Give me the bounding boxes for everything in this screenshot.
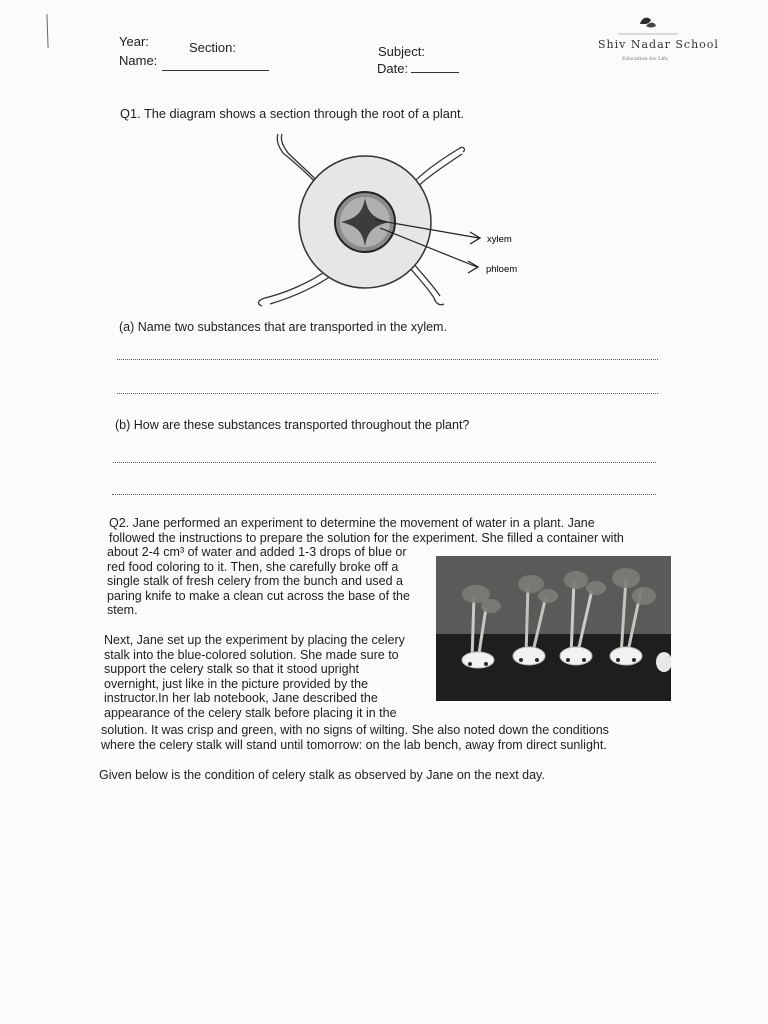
text-line: solution. It was crisp and green, with no signs of wilting. She also noted down the conditions [101, 723, 609, 737]
root-section-diagram [250, 128, 550, 310]
section-label: Section: [189, 40, 236, 55]
school-emblem-icon [596, 12, 700, 36]
answer-line[interactable] [117, 359, 658, 360]
root-hair [258, 268, 330, 306]
text-line: instructor.In her lab notebook, Jane described the [104, 691, 378, 705]
text-line: about 2-4 cm³ of water and added 1-3 drops of blue or [107, 545, 407, 559]
root-hair [410, 268, 444, 305]
text-line: support the celery stalk so that it stood upright [104, 662, 359, 676]
q2-paragraph-2 [104, 633, 405, 720]
school-name: Shiv Nadar School [598, 38, 719, 51]
q2-paragraph-3 [101, 723, 609, 752]
q1a-question: (a) Name two substances that are transported in the xylem. [119, 320, 447, 334]
q2-paragraph-1 [107, 545, 410, 618]
school-tagline: Education for Life [622, 56, 668, 62]
answer-line[interactable] [112, 494, 656, 495]
date-label: Date: [377, 61, 409, 76]
phloem-label: phloem [486, 264, 518, 275]
answer-line[interactable] [113, 462, 656, 463]
school-logo [596, 12, 719, 68]
name-field[interactable] [162, 70, 269, 71]
year-label: Year: [119, 34, 149, 49]
text-line: overnight, just like in the picture provided by the [104, 676, 369, 691]
root-hair [414, 154, 462, 190]
date-field[interactable] [411, 72, 459, 73]
text-line: Next, Jane set up the experiment by placing the celery [104, 633, 405, 647]
xylem-label: xylem [487, 234, 512, 245]
text-line: Q2. Jane performed an experiment to determine the movement of water in a plant. Jane [109, 516, 595, 530]
text-line: stalk into the blue-colored solution. She made sure to [104, 647, 399, 662]
celery-photo [436, 556, 671, 701]
root-hair [414, 264, 440, 296]
root-hair [270, 274, 334, 304]
text-line: followed the instructions to prepare the solution for the experiment. She filled a container with [109, 530, 624, 545]
q2-closing: Given below is the condition of celery stalk as observed by Jane on the next day. [99, 768, 545, 782]
q1-prompt: Q1. The diagram shows a section through the root of a plant. [120, 106, 465, 121]
q1b-question: (b) How are these substances transported throughout the plant? [115, 418, 470, 432]
text-line: stem. [107, 603, 138, 617]
text-line: paring knife to make a clean cut across the base of the [107, 588, 410, 603]
text-line: where the celery stalk will stand until tomorrow: on the lab bench, away from direct sunlight. [101, 737, 607, 752]
root-hair [410, 147, 464, 186]
text-line: appearance of the celery stalk before placing it in the [104, 705, 397, 720]
text-line: red food coloring to it. Then, she carefully broke off a [107, 559, 399, 574]
subject-label: Subject: [378, 44, 425, 59]
answer-line[interactable] [117, 393, 658, 394]
root-hair [277, 134, 317, 184]
pen-mark [46, 14, 48, 48]
q2-intro [109, 516, 624, 545]
name-label: Name: [119, 53, 158, 68]
text-line: single stalk of fresh celery from the bunch and used a [107, 574, 403, 588]
